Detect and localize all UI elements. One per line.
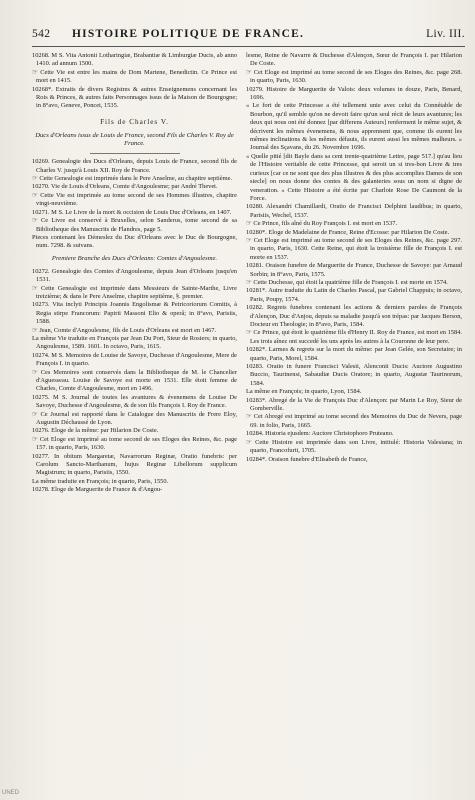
entry: 10271. M S. Le Livre de la mort & occision de Louis Duc d'Orleans, en 1407.	[32, 208, 232, 216]
entry: 10269. Genealogie des Ducs d'Orleans, depuis Louis de France, second fils de Charles V. jusqu'à Louis XII. Roy de France.	[32, 158, 237, 174]
entry: 10280*. Eloge de Madelaine de France, Reine d'Ecosse: par Hilarion De Coste.	[246, 228, 450, 236]
entry: 10282*. Larmes & regrets sur la mort du même: par Jean Gelée, son Secretaire; in quarto, Paris, Morel, 1584.	[246, 346, 462, 362]
entry: ☞ Ce Prince, fils aîné du Roy François I. est mort en 1537.	[246, 220, 398, 228]
entry: ☞ Ce Journal est rapporté dans le Catalogue des Manuscrits de Frere Eloy, Augustin Déchaussé de Lyon.	[32, 410, 237, 427]
book-label: Liv. III.	[426, 28, 465, 40]
entry: 10283. Oratio in funere Francisci Valesii, Alenconii Ducis: Auctore Augustino Buccio, Taurinensi, Sabaudiæ Ducis Oratore; in quarto, Augustæ Taurinorum, 1584.	[246, 363, 462, 387]
entry: 10274. M S. Memoires de Louise de Savoye, Duchesse d'Angoulesme, Mere de François I. in quarto.	[32, 351, 237, 368]
entry: 10268*. Extraits de divers Registres & autres Enseignemens concernant les Rois & Princes, & autres faits Personnages issus de la Maison de Bourgogne; in 8°avo, Geneve, Poncet, 1535.	[32, 85, 237, 110]
entry: 10276. Eloge de la même: par Hilarion De Coste.	[32, 427, 159, 435]
left-top-entries	[32, 52, 237, 111]
entry: ☞ Cet Eloge est imprimé au tome second de ses Eloges des Reines, &c. page 157. in quarto, Paris, 1630.	[32, 435, 237, 452]
entry: ☞ Cette Histoire est imprimée dans son Livre, intitulé: Historia Valesiana; in quarto, Francofurti, 1705.	[246, 438, 462, 455]
entry: 10279. Histoire de Marguerite de Valois: deux volumes in douze, Paris, Benard, 1696.	[246, 85, 462, 102]
right-column	[246, 52, 462, 792]
subheading-comtes-angoulesme: Premiere Branche des Ducs d'Orleans: Comtes d'Angoulesme.	[51, 254, 218, 262]
left-bottom-entries	[32, 268, 237, 495]
entry: 10278. Eloge de Marguerite de France & d'Angou-	[32, 486, 163, 494]
entry: 10281. Oraison funebre de Marguerite de France, Duchesse de Savoye: par Arnaud Sorbin; in 8°avo, Paris, 1575.	[246, 262, 462, 278]
library-watermark: UNED	[2, 790, 20, 796]
entry: « Le fort de cette Princesse a été tellement unie avec celui du Connétable de Bourbon, qu'il semble qu'on ne devoit faire qu'un seul récit de leurs avantures; les deux qui nous ont été donnez [par differens Auteurs] renferment le même sujet, & décrivent les mêmes évenemens, & nous apprennent que, comme ils eurent les mêmes inclinations & les mêmes défauts, ils eurent aussi les mêmes malheurs. » Journal des Sçavans, du 26. Novembre 1696.	[246, 102, 462, 152]
entry: ☞ Ce Prince, qui étoit le quatrième fils d'Henry II. Roy de France, est mort en 1584. Les trois aînez ont succedé les uns après les autres à la Couronne de leur pere.	[246, 329, 462, 345]
entry: ☞ Cette Genealogie est imprimée dans Messieurs de Sainte-Marthe, Livre treizième; & dans le Pere Anselme, chapitre septième, §. premier.	[32, 284, 237, 300]
entry: 10273. Vita inclyti Principis Joannis Engolismæ & Petricoriorum Comitis, à Regia stirpe Francorum: Papirii Massoni Elio & operâ; in 8°avo, Parisiis, 1588.	[32, 301, 237, 326]
left-mid-entries	[32, 158, 237, 250]
entry: ☞ Jean, Comte d'Angoulesme, fils de Louis d'Orleans est mort en 1467.	[32, 326, 217, 334]
subheading-ducs-orleans: Ducs d'Orleans issus de Louis de France, second Fils de Charles V. Roy de France.	[35, 132, 234, 148]
page-number: 542	[32, 28, 51, 40]
entry: 10277. In obitum Margaretæ, Navarrorum Reginæ, Oratio funebris: per Carolum Sancto-Marthanum, hujus Reginæ Libellorum supplicum Magistrum; in quarto, Parisiis, 1550.	[32, 452, 237, 477]
entry: ☞ Cet Eloge est imprimé au tome second de ses Eloges des Reines, &c. page 297. in quarto, Paris, 1630. Cette Reine, qui étoit la troisième fille de François I. est morte en 1537.	[246, 236, 462, 261]
entry: La même en François; in quarto, Lyon, 1584.	[246, 388, 362, 396]
entry: 10284*. Oraison funebre d'Elisabeth de France,	[246, 455, 368, 463]
entry: ☞ Cet Abregé est imprimé au tome second des Memoires du Duc de Nevers, page 69. in folio, Paris, 1665.	[246, 413, 462, 429]
running-title: HISTOIRE POLITIQUE DE FRANCE.	[72, 28, 305, 40]
entry: ☞ Cette Genealogie est imprimée dans le Pere Anselme, au chapitre septième.	[32, 175, 233, 183]
entry: 10268. M S. Vita Antonii Lotharingiæ, Brabantiæ & Limburgiæ Ducis, ab anno 1410. ad annum 1500.	[32, 52, 237, 68]
entry: 10283*. Abregé de la Vie de François Duc d'Alençon: par Marin Le Roy, Sieur de Gomberville.	[246, 396, 462, 413]
running-header	[32, 28, 465, 46]
entry: La même traduite en François; in quarto, Paris, 1550.	[32, 477, 169, 485]
header-rule	[32, 46, 465, 47]
entry: 10270. Vie de Louis d'Orleans, Comte d'Angoulesme; par André Thevet.	[32, 183, 218, 191]
entry: ☞ Cette Vie est imprimée au tome second de ses Hommes illustres, chapitre vingt-neuvième.	[32, 191, 237, 208]
entry: ☞ Ce Livre est conservé à Bruxelles, selon Sanderus, tome second de sa Bibliotheque des Manuscrits de Flandres, page 5.	[32, 217, 237, 233]
entry: La même Vie traduite en François par Jean Du Port, Sieur de Rosiers; in quarto, Angoulesme, 1589. 1601. In octavo, Paris, 1615.	[32, 334, 237, 351]
entry: 10275. M S. Journal de toutes les avantures & évenemens de Louise De Savoye, Duchesse d'Angoulesme, & de son fils François I. Roy de France.	[32, 393, 237, 410]
entry: 10272. Genealogie des Comtes d'Angoulesme, depuis Jean d'Orleans jusqu'en 1531.	[32, 267, 237, 284]
entry: ☞ Cette Duchesse, qui étoit la quatrième fille de François I. est morte en 1574.	[246, 278, 448, 286]
divider	[90, 153, 180, 154]
entry: Pieces contenant les Démeslez du Duc d'Orleans avec le Duc de Bourgogne, num. 7298. & suivans.	[32, 233, 237, 250]
entry: lesme, Reine de Navarre & Duchesse d'Alençon, Sœur de François I. par Hilarion De Coste.	[246, 52, 462, 68]
entry: 10282. Regrets funebres contenant les actions & derniers paroles de François d'Alençon, Duc d'Anjou, depuis sa maladie jusqu'à son trépas: par Jacques Berson, Docteur en Theologie; in 8°avo, Paris, 1584.	[246, 304, 462, 328]
entry: ☞ Cet Eloge est imprimé au tome second de ses Eloges des Reines, &c. page 268. in quarto, Paris, 1630.	[246, 68, 462, 85]
entry: 10280. Alexandri Chamillardi, Oratio de Francisci Delphini laudibus; in quarto, Parisiis, Wechel, 1537.	[246, 203, 462, 219]
entry: « Quelle pitié [dit Bayle dans sa cent trente-quatrième Lettre, page 517.] qu'au lieu de l'Histoire veritable de cette Princesse, qui seroit un si tres-bon Livre & tres curieux [car ce ne sont que des plus illustres & des plus accomplies Dames de son siecle] on nous donne des contes & des galanteries sous un nom si digne de veneration. » Cette Histoire a été écrite par Charlote Rose De Caumont de la Force.	[246, 152, 462, 202]
section-heading: Fils de Charles V.	[100, 117, 169, 126]
entry: 10284. Historia ejusdem: Auctore Christophoro Pruteano.	[246, 430, 394, 438]
left-column	[32, 52, 237, 792]
entry: ☞ Cette Vie est entre les mains de Dom Martene, Benedictin. Ce Prince est mort en 1415.	[32, 68, 237, 85]
entry: 10281*. Autre traduite du Latin de Charles Pascal, par Gabriel Chappuis; in octavo, Paris, Poupy, 1574.	[246, 287, 462, 303]
entry: ☞ Ces Memoires sont conservés dans la Bibliotheque de M. le Chancelier d'Aguesseau. Louise de Savoye est morte en 1531. Elle étoit femme de Charles, Comte d'Angoulesme, mort en 1496.	[32, 368, 237, 393]
